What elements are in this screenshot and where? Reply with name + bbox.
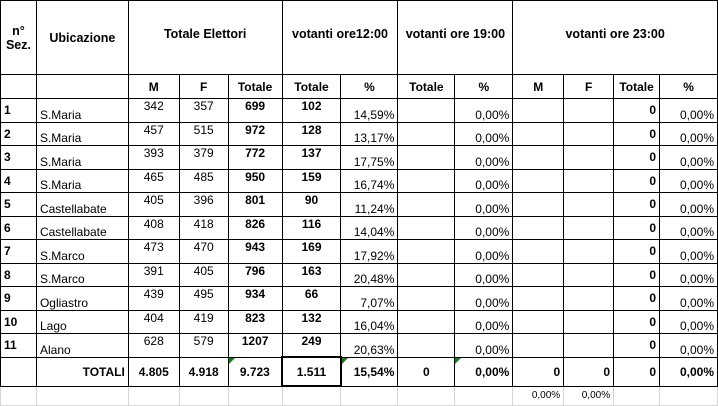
row-ubicazione[interactable]: S.Maria	[36, 99, 128, 123]
row-v12[interactable]: 116	[282, 216, 341, 240]
row-sez[interactable]: 9	[1, 287, 37, 311]
subheader-v23-totale[interactable]: Totale	[614, 75, 660, 99]
row-ubicazione[interactable]: Castellabate	[36, 216, 128, 240]
header-votanti-19[interactable]: votanti ore 19:00	[398, 1, 513, 75]
row-m[interactable]: 408	[128, 216, 179, 240]
row-v12[interactable]: 163	[282, 263, 341, 287]
footer-cell[interactable]	[341, 386, 398, 405]
row-m23[interactable]	[513, 122, 564, 146]
row-f23[interactable]	[564, 169, 614, 193]
row-ubicazione[interactable]: Lago	[36, 310, 128, 334]
row-v19[interactable]	[398, 310, 455, 334]
totals-f[interactable]: 4.918	[179, 357, 228, 386]
row-f23[interactable]	[564, 216, 614, 240]
row-ubicazione[interactable]: S.Marco	[36, 240, 128, 264]
header-row	[1, 1, 718, 75]
row-totale[interactable]: 823	[228, 310, 282, 334]
row-v12[interactable]: 137	[282, 146, 341, 170]
subheader-v12-pct[interactable]: %	[341, 75, 398, 99]
row-m23[interactable]	[513, 146, 564, 170]
row-t23[interactable]: 0	[614, 216, 660, 240]
row-sez[interactable]: 11	[1, 334, 37, 358]
row-totale[interactable]: 934	[228, 287, 282, 311]
row-p23[interactable]: 0,00%	[660, 122, 718, 146]
footer-cell[interactable]	[36, 386, 128, 405]
table-row	[1, 169, 718, 193]
row-v19[interactable]	[398, 240, 455, 264]
table-row	[1, 216, 718, 240]
row-f[interactable]: 470	[179, 240, 228, 264]
row-v19[interactable]	[398, 216, 455, 240]
subheader-v12-totale[interactable]: Totale	[282, 75, 341, 99]
row-totale[interactable]: 801	[228, 193, 282, 217]
row-f[interactable]: 396	[179, 193, 228, 217]
footer-cell[interactable]	[614, 386, 660, 405]
footer-cell[interactable]	[398, 386, 455, 405]
header-totale-elettori[interactable]: Totale Elettori	[128, 1, 282, 75]
row-v12[interactable]: 169	[282, 240, 341, 264]
row-p23[interactable]: 0,00%	[660, 263, 718, 287]
row-m23[interactable]	[513, 193, 564, 217]
footer-f23-pct[interactable]: 0,00%	[564, 386, 614, 405]
table-row	[1, 240, 718, 264]
row-f[interactable]: 495	[179, 287, 228, 311]
row-sez[interactable]: 10	[1, 310, 37, 334]
row-p19[interactable]: 0,00%	[455, 122, 513, 146]
row-f23[interactable]	[564, 240, 614, 264]
row-f[interactable]: 515	[179, 122, 228, 146]
row-m23[interactable]	[513, 216, 564, 240]
row-m[interactable]: 473	[128, 240, 179, 264]
totals-label[interactable]: TOTALI	[36, 357, 128, 386]
row-f[interactable]: 405	[179, 263, 228, 287]
row-m[interactable]: 342	[128, 99, 179, 123]
row-v19[interactable]	[398, 287, 455, 311]
row-p23[interactable]: 0,00%	[660, 216, 718, 240]
subheader-v19-pct[interactable]: %	[455, 75, 513, 99]
row-p12[interactable]: 16,04%	[341, 310, 398, 334]
row-p12[interactable]: 16,74%	[341, 169, 398, 193]
subheader-empty	[1, 75, 37, 99]
row-sez[interactable]: 7	[1, 240, 37, 264]
table-row	[1, 99, 718, 123]
row-t23[interactable]: 0	[614, 122, 660, 146]
row-p12[interactable]: 20,48%	[341, 263, 398, 287]
row-f23[interactable]	[564, 99, 614, 123]
table-row	[1, 122, 718, 146]
table-row	[1, 263, 718, 287]
row-m[interactable]: 405	[128, 193, 179, 217]
row-t23[interactable]: 0	[614, 169, 660, 193]
row-t23[interactable]: 0	[614, 310, 660, 334]
row-ubicazione[interactable]: Alano	[36, 334, 128, 358]
row-p19[interactable]: 0,00%	[455, 334, 513, 358]
row-f23[interactable]	[564, 334, 614, 358]
row-v12[interactable]: 102	[282, 99, 341, 123]
row-p23[interactable]: 0,00%	[660, 310, 718, 334]
row-m[interactable]: 391	[128, 263, 179, 287]
row-m[interactable]: 439	[128, 287, 179, 311]
row-p23[interactable]: 0,00%	[660, 99, 718, 123]
totals-f23[interactable]: 0	[564, 357, 614, 386]
row-p19[interactable]: 0,00%	[455, 193, 513, 217]
row-totale[interactable]: 943	[228, 240, 282, 264]
row-f23[interactable]	[564, 263, 614, 287]
row-p23[interactable]: 0,00%	[660, 334, 718, 358]
row-sez[interactable]: 3	[1, 146, 37, 170]
row-v19[interactable]	[398, 146, 455, 170]
row-totale[interactable]: 699	[228, 99, 282, 123]
row-m23[interactable]	[513, 240, 564, 264]
row-ubicazione[interactable]: S.Maria	[36, 146, 128, 170]
row-f23[interactable]	[564, 146, 614, 170]
totals-tot[interactable]: 9.723	[228, 357, 282, 386]
row-m[interactable]: 465	[128, 169, 179, 193]
row-t23[interactable]: 0	[614, 146, 660, 170]
totals-row	[1, 357, 718, 386]
table-row	[1, 334, 718, 358]
row-m[interactable]: 393	[128, 146, 179, 170]
footer-cell[interactable]	[455, 386, 513, 405]
row-v19[interactable]	[398, 99, 455, 123]
row-sez[interactable]: 8	[1, 263, 37, 287]
header-votanti-23[interactable]: votanti ore 23:00	[513, 1, 718, 75]
row-p19[interactable]: 0,00%	[455, 169, 513, 193]
row-p19[interactable]: 0,00%	[455, 146, 513, 170]
row-p12[interactable]: 14,59%	[341, 99, 398, 123]
row-p12[interactable]: 14,04%	[341, 216, 398, 240]
row-f23[interactable]	[564, 287, 614, 311]
subheader-row	[1, 75, 718, 99]
footer-cell[interactable]	[282, 386, 341, 405]
totals-p23[interactable]: 0,00%	[660, 357, 718, 386]
row-v19[interactable]	[398, 122, 455, 146]
totals-m[interactable]: 4.805	[128, 357, 179, 386]
subheader-v23-f[interactable]: F	[564, 75, 614, 99]
row-sez[interactable]: 2	[1, 122, 37, 146]
row-p23[interactable]: 0,00%	[660, 146, 718, 170]
totals-m23[interactable]: 0	[513, 357, 564, 386]
row-p23[interactable]: 0,00%	[660, 240, 718, 264]
row-ubicazione[interactable]: S.Maria	[36, 122, 128, 146]
row-t23[interactable]: 0	[614, 287, 660, 311]
row-v12[interactable]: 90	[282, 193, 341, 217]
row-t23[interactable]: 0	[614, 193, 660, 217]
row-sez[interactable]: 4	[1, 169, 37, 193]
row-totale[interactable]: 796	[228, 263, 282, 287]
row-p19[interactable]: 0,00%	[455, 287, 513, 311]
footer-cell[interactable]	[128, 386, 179, 405]
subheader-totale[interactable]: Totale	[228, 75, 282, 99]
row-ubicazione[interactable]: S.Maria	[36, 169, 128, 193]
row-p12[interactable]: 17,75%	[341, 146, 398, 170]
totals-p19[interactable]: 0,00%	[455, 357, 513, 386]
row-p12[interactable]: 11,24%	[341, 193, 398, 217]
row-m23[interactable]	[513, 263, 564, 287]
row-p19[interactable]: 0,00%	[455, 99, 513, 123]
row-v19[interactable]	[398, 263, 455, 287]
row-m23[interactable]	[513, 287, 564, 311]
row-m23[interactable]	[513, 99, 564, 123]
row-p19[interactable]: 0,00%	[455, 310, 513, 334]
totals-p12[interactable]: 15,54%	[341, 357, 398, 386]
footer-cell[interactable]	[228, 386, 282, 405]
row-p12[interactable]: 7,07%	[341, 287, 398, 311]
row-ubicazione[interactable]: S.Marco	[36, 263, 128, 287]
data-rows	[1, 99, 718, 358]
header-ubicazione[interactable]: Ubicazione	[36, 1, 128, 75]
row-sez[interactable]: 1	[1, 99, 37, 123]
totals-t23[interactable]: 0	[614, 357, 660, 386]
row-m[interactable]: 404	[128, 310, 179, 334]
footer-cell[interactable]	[660, 386, 718, 405]
subheader-f[interactable]: F	[179, 75, 228, 99]
row-m[interactable]: 628	[128, 334, 179, 358]
row-ubicazione[interactable]: Ogliastro	[36, 287, 128, 311]
row-sez[interactable]: 6	[1, 216, 37, 240]
table-row	[1, 146, 718, 170]
row-f[interactable]: 418	[179, 216, 228, 240]
row-t23[interactable]: 0	[614, 240, 660, 264]
row-v12[interactable]: 66	[282, 287, 341, 311]
row-m[interactable]: 457	[128, 122, 179, 146]
row-m23[interactable]	[513, 334, 564, 358]
subheader-empty	[36, 75, 128, 99]
row-f23[interactable]	[564, 193, 614, 217]
row-totale[interactable]: 972	[228, 122, 282, 146]
totals-v19[interactable]: 0	[398, 357, 455, 386]
row-sez[interactable]: 5	[1, 193, 37, 217]
table-row	[1, 310, 718, 334]
footer-cell[interactable]	[179, 386, 228, 405]
row-p19[interactable]: 0,00%	[455, 216, 513, 240]
row-v19[interactable]	[398, 193, 455, 217]
subheader-m[interactable]: M	[128, 75, 179, 99]
footer-cell[interactable]	[1, 386, 37, 405]
row-f[interactable]: 419	[179, 310, 228, 334]
row-p12[interactable]: 17,92%	[341, 240, 398, 264]
header-votanti-12[interactable]: votanti ore12:00	[282, 1, 398, 75]
row-totale[interactable]: 950	[228, 169, 282, 193]
row-m23[interactable]	[513, 169, 564, 193]
row-f23[interactable]	[564, 310, 614, 334]
row-p23[interactable]: 0,00%	[660, 287, 718, 311]
row-t23[interactable]: 0	[614, 263, 660, 287]
row-f[interactable]: 379	[179, 146, 228, 170]
row-f23[interactable]	[564, 122, 614, 146]
subheader-v23-m[interactable]: M	[513, 75, 564, 99]
table-row	[1, 287, 718, 311]
row-p19[interactable]: 0,00%	[455, 240, 513, 264]
row-v12[interactable]: 159	[282, 169, 341, 193]
row-p23[interactable]: 0,00%	[660, 193, 718, 217]
row-v12[interactable]: 249	[282, 334, 341, 358]
footer-m23-pct[interactable]: 0,00%	[513, 386, 564, 405]
row-totale[interactable]: 1207	[228, 334, 282, 358]
row-totale[interactable]: 826	[228, 216, 282, 240]
row-v19[interactable]	[398, 334, 455, 358]
subheader-v19-totale[interactable]: Totale	[398, 75, 455, 99]
row-p12[interactable]: 13,17%	[341, 122, 398, 146]
totals-empty	[1, 357, 37, 386]
row-f[interactable]: 357	[179, 99, 228, 123]
table-row	[1, 193, 718, 217]
totals-v12[interactable]: 1.511	[282, 357, 341, 386]
footer-row	[1, 386, 718, 405]
row-totale[interactable]: 772	[228, 146, 282, 170]
row-f[interactable]: 579	[179, 334, 228, 358]
row-t23[interactable]: 0	[614, 334, 660, 358]
row-v19[interactable]	[398, 169, 455, 193]
subheader-v23-pct[interactable]: %	[660, 75, 718, 99]
row-f[interactable]: 485	[179, 169, 228, 193]
row-t23[interactable]: 0	[614, 99, 660, 123]
row-v12[interactable]: 132	[282, 310, 341, 334]
row-m23[interactable]	[513, 310, 564, 334]
row-p23[interactable]: 0,00%	[660, 169, 718, 193]
row-v12[interactable]: 128	[282, 122, 341, 146]
row-p19[interactable]: 0,00%	[455, 263, 513, 287]
header-sez[interactable]: n° Sez.	[1, 1, 37, 75]
row-p12[interactable]: 20,63%	[341, 334, 398, 358]
row-ubicazione[interactable]: Castellabate	[36, 193, 128, 217]
